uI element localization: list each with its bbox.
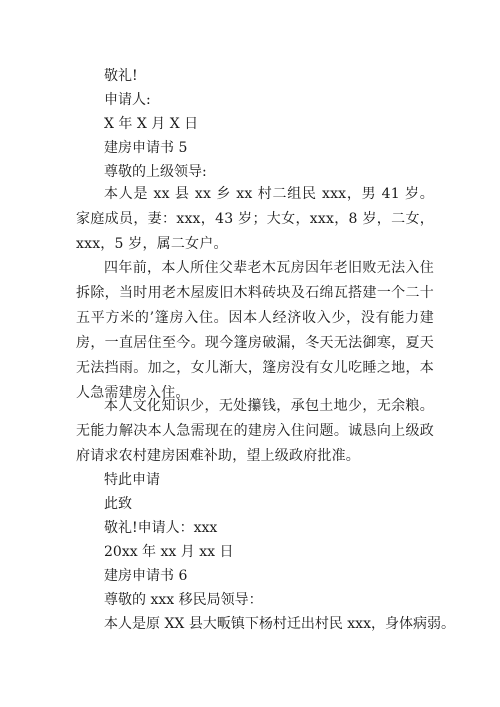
closing-salutation: 敬礼! [104,68,138,84]
section-title-6: 建房申请书 6 [104,568,188,584]
applicant-label: 申请人: [104,92,151,108]
hereby-line: 此致 [104,496,132,512]
paragraph-5-2: 四年前，本人所住父辈老木瓦房因年老旧败无法入住拆除，当时用老木屋废旧木料砖块及石绵瓦搭建一个二十五平方米的’篷房入住。因本人经济收入少，没有能力建房，一直居住至今。现今篷房破漏，冬天无法御寒，夏天无法挡雨。加之，女儿渐大，篷房没有女儿吃睡之地，本人急需建房入住。 [76,260,434,401]
date-line: X 年 X 月 X 日 [104,116,199,132]
salutation-6: 尊敬的 xxx 移民局领导： [104,592,263,608]
date-line-2: 20xx 年 xx 月 xx 日 [104,544,234,560]
paragraph-5-3: 本人文化知识少，无处攥钱，承包土地少，无余粮。无能力解决本人急需现在的建房入住问题。诚恳向上级政府请求农村建房困难补助，望上级政府批准。 [76,398,434,464]
section-title-5: 建房申请书 5 [104,140,188,156]
salutation-5: 尊敬的上级领导: [104,164,207,180]
special-request-line: 特此申请 [104,472,160,488]
paragraph-6-1: 本人是原 XX 县大畈镇下杨村迁出村民 xxx，身体病弱。 [104,616,455,632]
closing-applicant-line: 敬礼!申请人：xxx [104,520,218,536]
paragraph-5-1: 本人是 xx 县 xx 乡 xx 村二组民 xxx，男 41 岁。家庭成员，妻：xxx，43 岁；大女，xxx，8 岁，二女，xxx，5 岁，属二女户。 [76,186,434,252]
